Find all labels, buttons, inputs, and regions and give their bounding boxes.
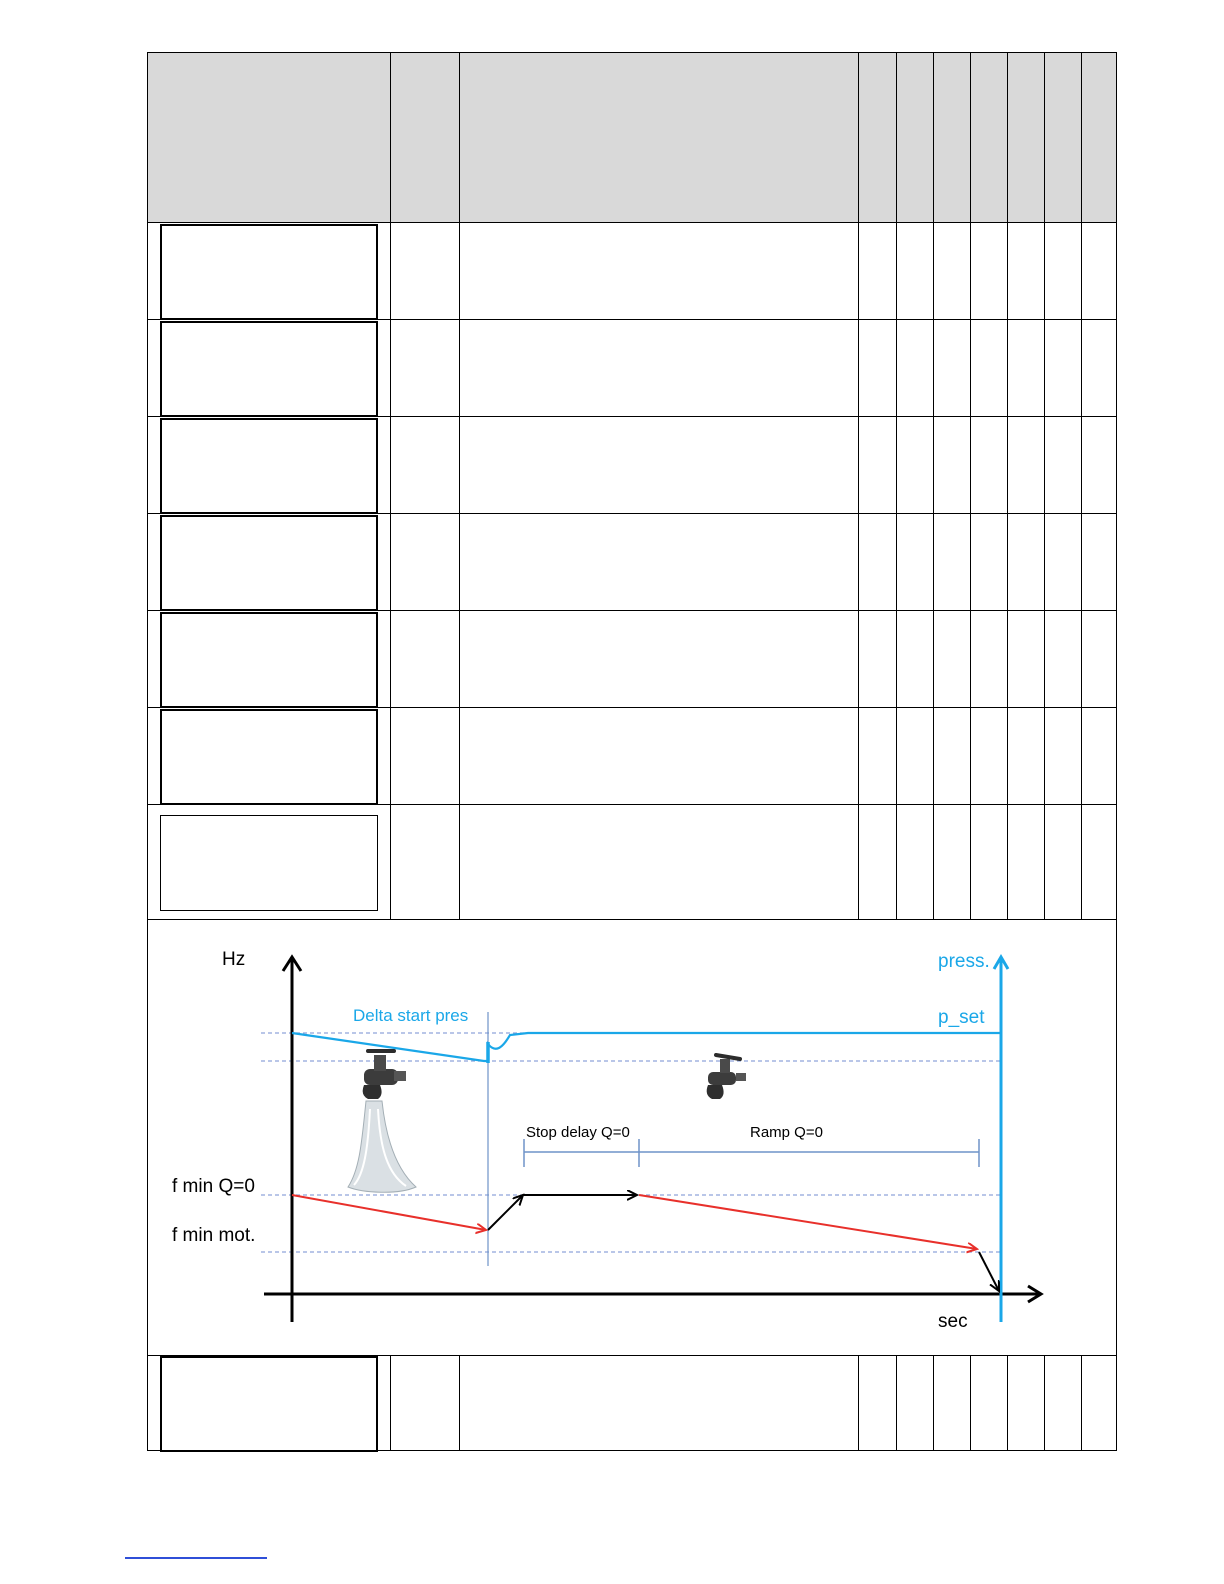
pressure-setpoint-label: p_set (938, 1007, 985, 1028)
col-divider (459, 1355, 460, 1451)
col-divider (1007, 53, 1008, 919)
stop-delay-label: Stop delay Q=0 (526, 1124, 630, 1141)
parameter-box (160, 321, 378, 417)
pressure-axis-label: press. (938, 951, 990, 972)
parameter-box (160, 224, 378, 320)
fmin-q0-label: f min Q=0 (172, 1176, 255, 1197)
pump-timing-diagram (148, 919, 1116, 1354)
y-axis-label: Hz (222, 949, 246, 970)
col-divider (1044, 53, 1045, 919)
col-divider (970, 53, 971, 919)
col-divider (1081, 53, 1082, 919)
frequency-decay-1 (292, 1195, 486, 1230)
row-divider (148, 222, 1116, 223)
col-divider (1081, 1355, 1082, 1451)
col-divider (1044, 1355, 1045, 1451)
delta-start-label: Delta start pres (353, 1006, 469, 1025)
parameter-table (147, 52, 1117, 1451)
pressure-curve (292, 1033, 1001, 1061)
frequency-decay-2 (639, 1195, 977, 1249)
open-faucet-icon (348, 1051, 416, 1192)
parameter-box (160, 515, 378, 611)
col-divider (970, 1355, 971, 1451)
col-divider (896, 53, 897, 919)
col-divider (896, 1355, 897, 1451)
col-divider (390, 53, 391, 919)
frequency-rise (488, 1195, 523, 1230)
col-divider (459, 53, 460, 919)
col-divider (933, 1355, 934, 1451)
col-divider (858, 53, 859, 919)
footnote-link-underline[interactable] (125, 1557, 267, 1559)
fmin-mot-label: f min mot. (172, 1225, 256, 1246)
col-divider (933, 53, 934, 919)
col-divider (1007, 1355, 1008, 1451)
parameter-box (160, 709, 378, 805)
x-axis-label: sec (938, 1311, 968, 1332)
parameter-box (160, 418, 378, 514)
ramp-label: Ramp Q=0 (750, 1124, 823, 1141)
parameter-box (160, 612, 378, 708)
frequency-stop (979, 1252, 999, 1291)
parameter-box (160, 1356, 378, 1452)
col-divider (390, 1355, 391, 1451)
parameter-box (160, 815, 378, 911)
col-divider (858, 1355, 859, 1451)
